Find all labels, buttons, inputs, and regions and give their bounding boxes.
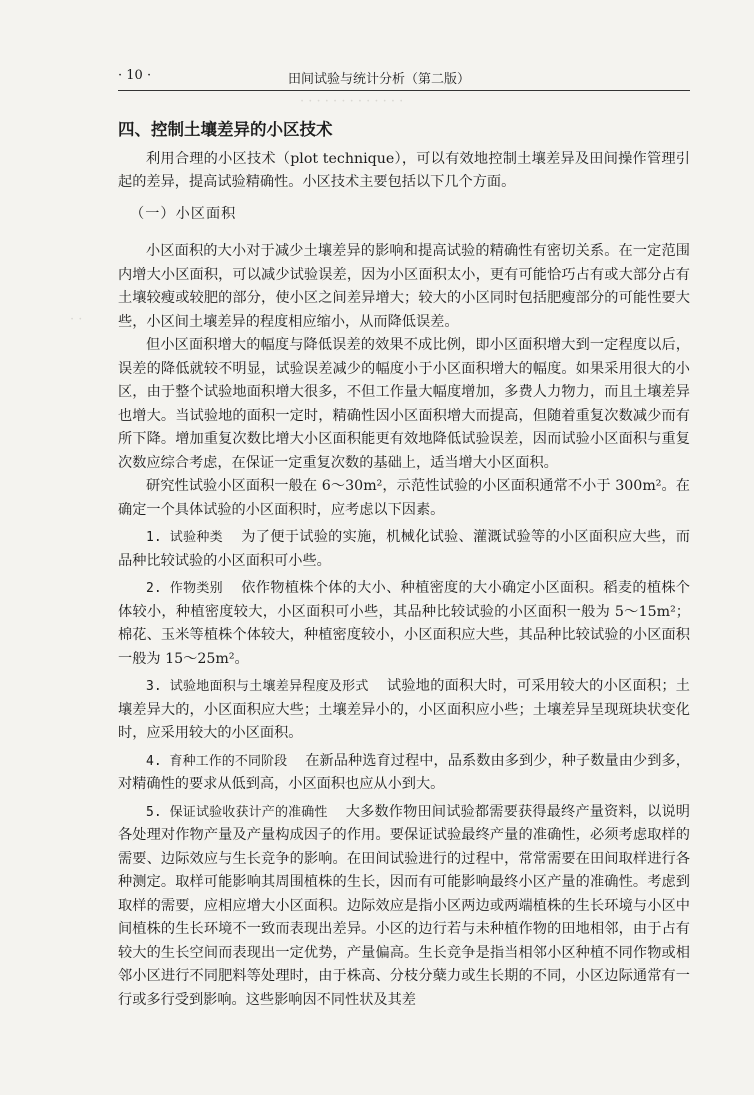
factor-text: 依作物植株个体的大小、种植密度的大小确定小区面积。稻麦的植株个体较小，种植密度较大，小区面积可小些，其品种比较试验的小区面积一般为 5～15m²；棉花、玉米等植株个体较大，种植密度较小，小区面积应大些，其品种比较试验的小区面积一般为 15～25m²。 bbox=[118, 580, 690, 667]
factor-item bbox=[118, 675, 690, 746]
subsection-heading: （一）小区面积 bbox=[130, 205, 237, 222]
page-body bbox=[118, 114, 690, 1012]
factor-item bbox=[118, 577, 690, 671]
running-header bbox=[118, 64, 690, 91]
factor-text: 大多数作物田间试验都需要获得最终产量资料，以说明各处理对作物产量及产量构成因子的作用。要保证试验最终产量的准确性，必须考虑取样的需要、边际效应与生长竞争的影响。在田间试验进行的过程中，常常需要在田间取样进行各种测定。取样可能影响其周围植株的生长，因而有可能影响最终小区产量的准确性。考虑到取样的需要，应相应增大小区面积。边际效应是指小区两边或两端植株的生长环境与小区中间植株的生长环境不一致而表现出差异。小区的边行若与未种植作物的田地相邻，由于占有较大的生长空间而表现出一定优势，产量偏高。生长竞争是指当相邻小区种植不同作物或相邻小区进行不同肥料等处理时，由于株高、分枝分蘖力或生长期的不同，小区边际通常有一行或多行受到影响。这些影响因不同性状及其差 bbox=[118, 803, 690, 1008]
factor-label: 4. 育种工作的不同阶段 bbox=[146, 753, 288, 769]
paragraph: 研究性试验小区面积一般在 6～30m²，示范性试验的小区面积通常不小于 300m²。在确定一个具体试验的小区面积时，应考虑以下因素。 bbox=[118, 478, 690, 518]
bleed-through-text: · · · · · · · · · · · · · bbox=[300, 94, 404, 109]
page-number: · 10 · bbox=[118, 68, 152, 83]
paragraph: 但小区面积增大的幅度与降低误差的效果不成比例，即小区面积增大到一定程度以后，误差的降低就较不明显，试验误差减少的幅度小于小区面积增大的幅度。如果采用很大的小区，由于整个试验地面积增大很多，不但工作量大幅度增加，多费人力物力，而且土壤差异也增大。当试验地的面积一定时，精确性因小区面积增大而提高，但随着重复次数减少而有所下降。增加重复次数比增大小区面积能更有效地降低试验误差，因而试验小区面积与重复次数应综合考虑，在保证一定重复次数的基础上，适当增大小区面积。 bbox=[118, 337, 690, 471]
section-title: 四、控制土壤差异的小区技术 bbox=[118, 120, 333, 139]
factor-item bbox=[118, 801, 690, 1013]
paragraph: 小区面积的大小对于减少土壤差异的影响和提高试验的精确性有密切关系。在一定范围内增大小区面积，可以减少试验误差，因为小区面积太小，更有可能恰巧占有或大部分占有土壤较瘦或较肥的部分，使小区之间差异增大；较大的小区同时包括肥瘦部分的可能性要大些，小区间土壤差异的程度相应缩小，从而降低误差。 bbox=[118, 243, 690, 330]
factor-text: 为了便于试验的实施，机械化试验、灌溉试验等的小区面积应大些，而品种比较试验的小区面积可小些。 bbox=[118, 529, 690, 569]
factor-label: 1. 试验种类 bbox=[146, 530, 223, 545]
factor-text: 试验地的面积大时，可采用较大的小区面积；土壤差异大的，小区面积应大些；土壤差异小的，小区面积应小些；土壤差异呈现斑块状变化时，应采用较大的小区面积。 bbox=[118, 678, 690, 741]
factor-text: 在新品种选育过程中，品系数由多到少，种子数量由少到多，对精确性的要求从低到高，小区面积也应从小到大。 bbox=[118, 752, 690, 792]
factor-label: 5. 保证试验收获计产的准确性 bbox=[146, 804, 328, 820]
factor-label: 2. 作物类别 bbox=[146, 581, 223, 596]
factor-label: 3. 试验地面积与土壤差异程度及形式 bbox=[146, 679, 369, 694]
factor-item bbox=[118, 526, 690, 573]
factor-item bbox=[118, 750, 690, 797]
running-title: 田间试验与统计分析（第二版） bbox=[288, 72, 471, 87]
intro-paragraph: 利用合理的小区技术（plot technique），可以有效地控制土壤差异及田间操作管理引起的差异，提高试验精确性。小区技术主要包括以下几个方面。 bbox=[118, 150, 690, 190]
bleed-through-text: · · bbox=[70, 312, 83, 327]
